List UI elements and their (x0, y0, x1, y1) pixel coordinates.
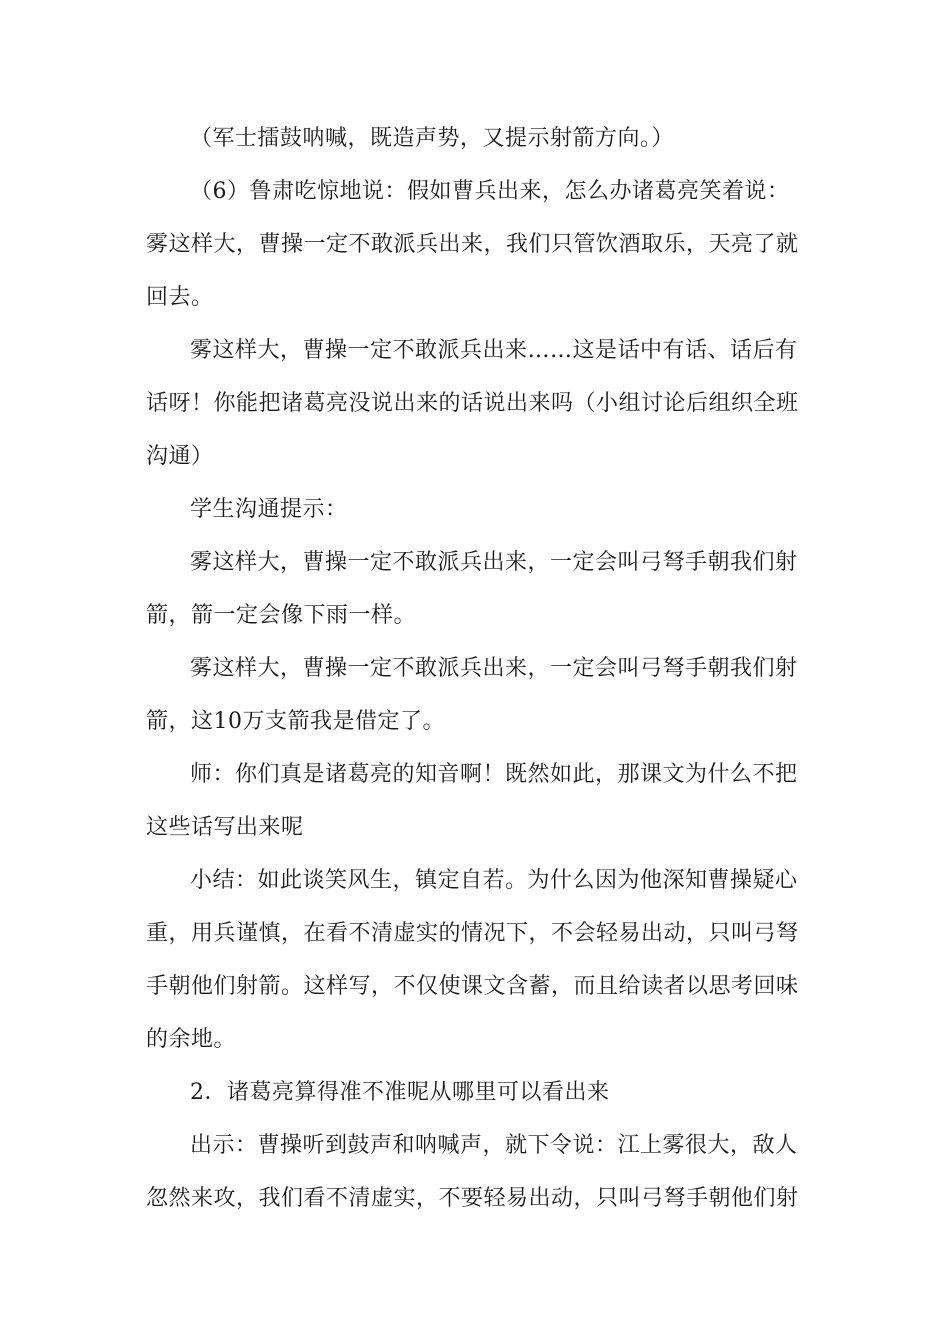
paragraph-student-hint-heading: 学生沟通提示： (190, 497, 348, 522)
paragraph-summary: 小结：如此谈笑风生，镇定自若。为什么因为他深知曹操疑心重，用兵谨慎，在看不清虚实的情况下，不会轻易出动，只叫弓弩手朝他们射箭。这样写，不仅使课文含蓄，而且给读者以思考回味的余地。 (146, 868, 799, 1052)
paragraph-lusu-question: （6）鲁肃吃惊地说：假如曹兵出来，怎么办诸葛亮笑着说：雾这样大，曹操一定不敢派兵出来，我们只管饮酒取乐，天亮了就回去。 (146, 179, 799, 310)
paragraph-section-2-heading: 2．诸葛亮算得准不准呢从哪里可以看出来 (190, 1080, 610, 1105)
paragraph-cao-cao-order: 出示：曹操听到鼓声和呐喊声，就下令说：江上雾很大，敌人忽然来攻，我们看不清虚实，不要轻易出动，只叫弓弩手朝他们射 (146, 1133, 799, 1211)
paragraph-student-answer-2: 雾这样大，曹操一定不敢派兵出来，一定会叫弓弩手朝我们射箭，这10万支箭我是借定了。 (146, 656, 798, 734)
paragraph-drum-note: （军士擂鼓呐喊，既造声势，又提示射箭方向。） (190, 126, 675, 151)
paragraph-hidden-meaning: 雾这样大，曹操一定不敢派兵出来……这是话中有话、话后有话呀！你能把诸葛亮没说出来的话说出来吗（小组讨论后组织全班沟通） (146, 338, 799, 469)
document-body (146, 112, 806, 1225)
paragraph-teacher-question: 师：你们真是诸葛亮的知音啊！既然如此，那课文为什么不把这些话写出来呢 (146, 762, 798, 840)
paragraph-student-answer-1: 雾这样大，曹操一定不敢派兵出来，一定会叫弓弩手朝我们射箭，箭一定会像下雨一样。 (146, 550, 798, 628)
